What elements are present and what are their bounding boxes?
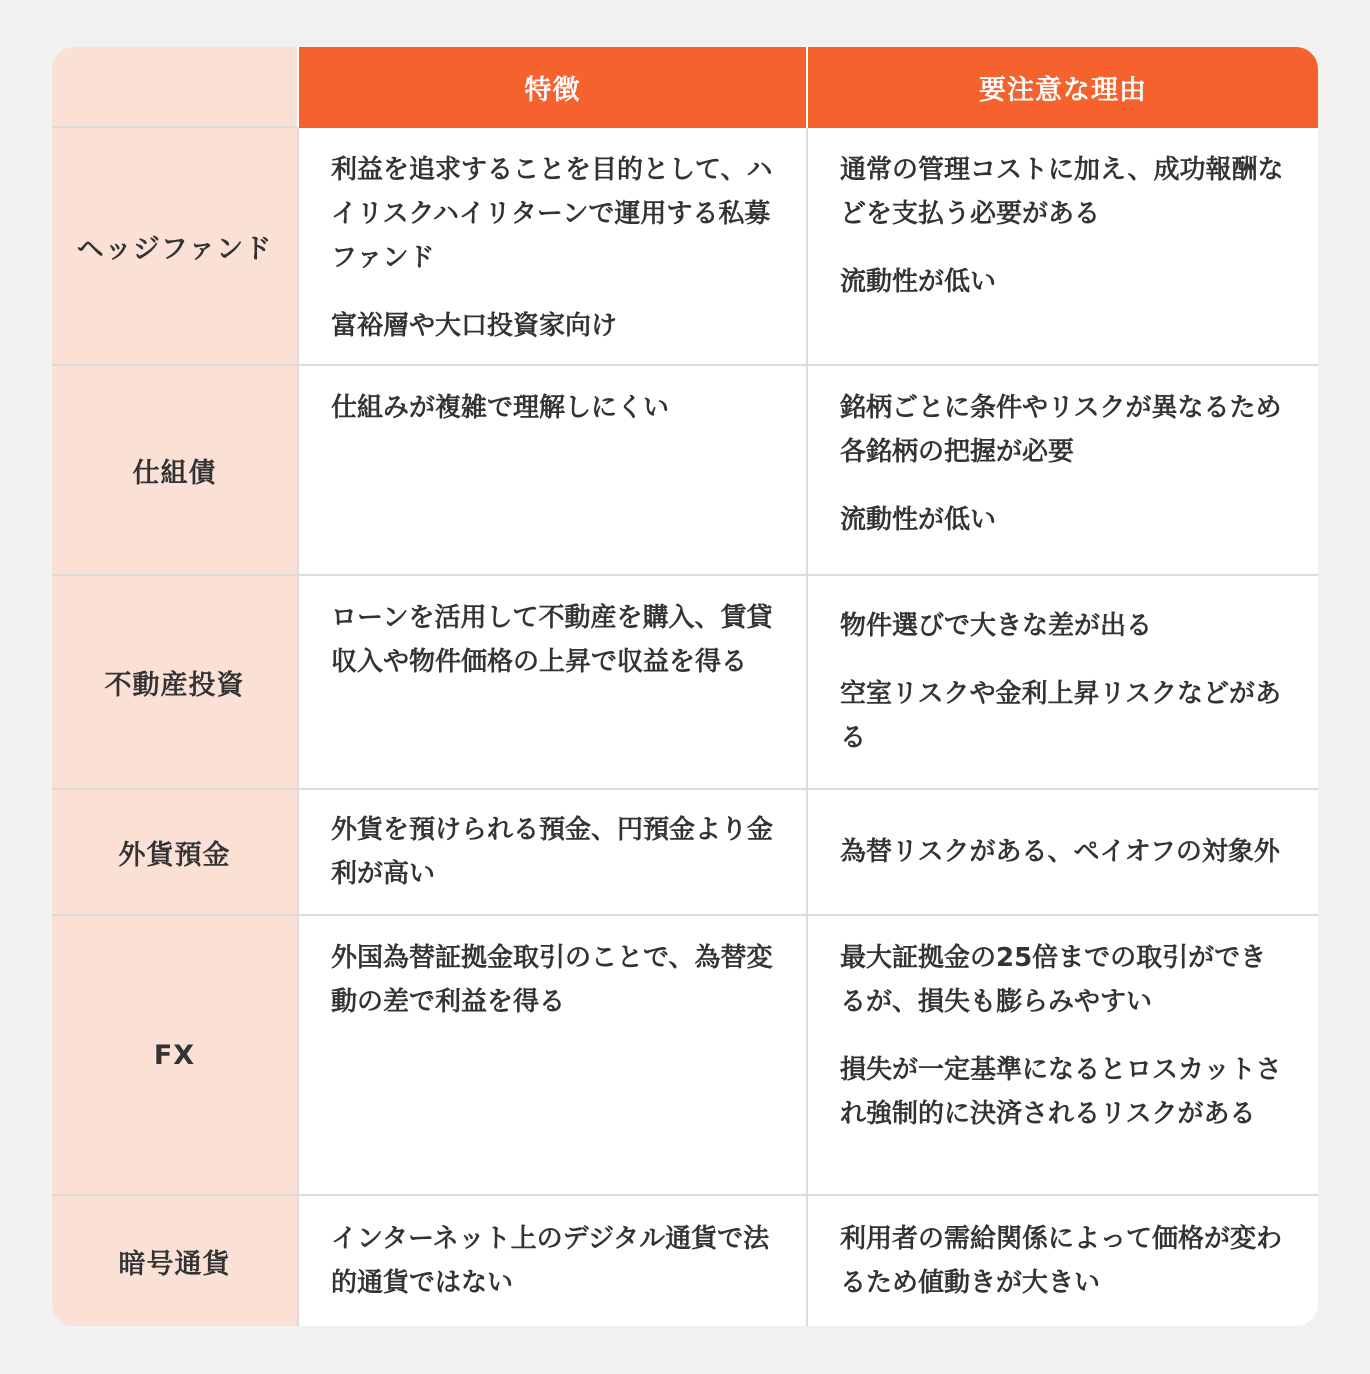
caution-cell — [808, 366, 1318, 576]
caution-text: 損失が一定基準になるとロスカットされ強制的に決済されるリスクがある — [840, 1055, 1282, 1129]
caution-cell — [808, 790, 1318, 916]
feature-text: 外貨を預けられる預金、円預金より金利が高い — [331, 815, 774, 889]
caution-text: 銘柄ごとに条件やリスクが異なるため各銘柄の把握が必要 — [840, 393, 1282, 467]
caution-cell — [808, 128, 1318, 366]
feature-cell — [299, 366, 808, 576]
caution-text: 流動性が低い — [840, 505, 997, 535]
feature-cell — [299, 916, 808, 1196]
feature-text: 富裕層や大口投資家向け — [331, 311, 618, 341]
investment-comparison-table — [52, 47, 1318, 1326]
caution-cell — [808, 576, 1318, 790]
feature-text: ローンを活用して不動産を購入、賃貸収入や物件価格の上昇で収益を得る — [331, 603, 773, 677]
caution-text: 空室リスクや金利上昇リスクなどがある — [840, 679, 1281, 753]
caution-text: 利用者の需給関係によって価格が変わるため値動きが大きい — [840, 1224, 1283, 1298]
feature-cell — [299, 1196, 808, 1326]
caution-text: 為替リスクがある、ペイオフの対象外 — [840, 837, 1280, 867]
column-header-feature: 特徴 — [299, 47, 808, 128]
caution-cell — [808, 916, 1318, 1196]
row-header: FX — [52, 916, 299, 1196]
caution-text: 流動性が低い — [840, 267, 997, 297]
row-header: 仕組債 — [52, 366, 299, 576]
feature-text: インターネット上のデジタル通貨で法的通貨ではない — [331, 1224, 770, 1298]
row-header: ヘッジファンド — [52, 128, 299, 366]
row-header: 不動産投資 — [52, 576, 299, 790]
feature-cell — [299, 128, 808, 366]
caution-text: 物件選びで大きな差が出る — [840, 611, 1153, 641]
feature-text: 外国為替証拠金取引のことで、為替変動の差で利益を得る — [331, 943, 773, 1017]
row-header: 暗号通貨 — [52, 1196, 299, 1326]
caution-text: 通常の管理コストに加え、成功報酬などを支払う必要がある — [840, 155, 1284, 229]
feature-cell — [299, 790, 808, 916]
row-header: 外貨預金 — [52, 790, 299, 916]
feature-cell — [299, 576, 808, 790]
caution-text: 最大証拠金の25倍までの取引ができるが、損失も膨らみやすい — [840, 943, 1267, 1017]
table-corner — [52, 47, 299, 128]
feature-text: 利益を追求することを目的として、ハイリスクハイリターンで運用する私募ファンド — [331, 155, 773, 273]
column-header-caution: 要注意な理由 — [808, 47, 1318, 128]
caution-cell — [808, 1196, 1318, 1326]
feature-text: 仕組みが複雑で理解しにくい — [331, 393, 670, 423]
